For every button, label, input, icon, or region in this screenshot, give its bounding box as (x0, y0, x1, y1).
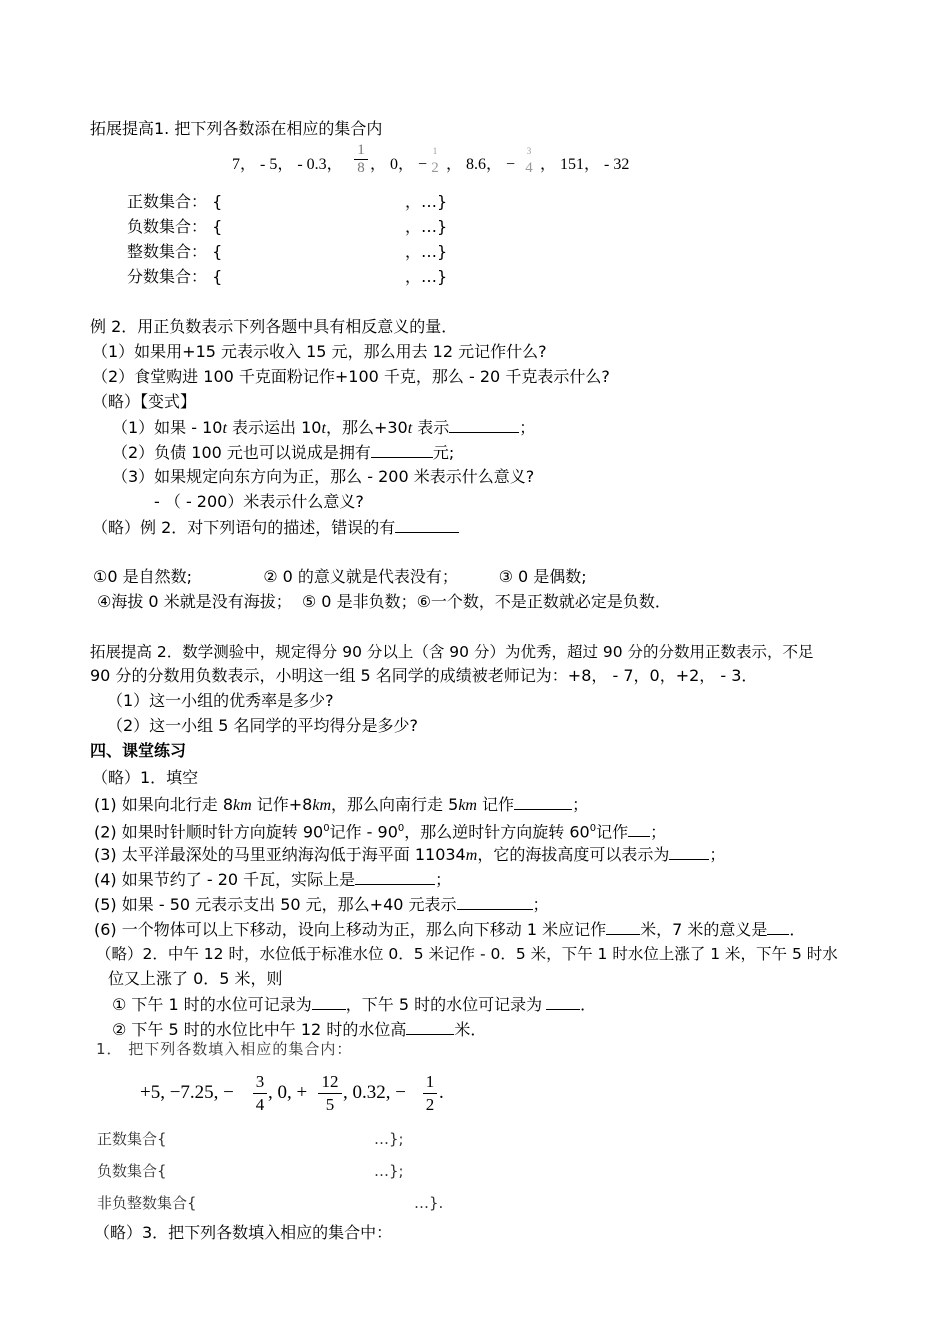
frac-den: 2 (425, 1095, 435, 1114)
ex2-q2: （2）食堂购进 100 千克面粉记作+100 千克，那么 - 20 千克表示什么? (92, 367, 610, 386)
img-q-title: 1． 把下列各数填入相应的集合内： (96, 1040, 353, 1058)
variant-q2 (112, 441, 454, 464)
text: (5) 如果 - 50 元表示支出 50 元，那么+40 元表示 (94, 895, 457, 914)
text: （1）如果 - 10 (112, 418, 223, 437)
set-negative-end: ，…} (405, 217, 448, 236)
text: 记作+8 (251, 795, 313, 814)
frac-num: 1 (357, 142, 365, 158)
fill-q5 (94, 893, 549, 916)
answer-blank[interactable] (371, 441, 433, 458)
last-question: （略）3．把下列各数填入相应的集合中： (94, 1223, 393, 1242)
water-q1 (112, 993, 596, 1016)
set-positive (127, 191, 222, 213)
text: ① 下午 1 时的水位可记录为 (112, 995, 312, 1014)
fraction-3-4-b (253, 1072, 267, 1115)
text: ； (650, 822, 667, 842)
frac-num: 3 (255, 1072, 265, 1091)
lue-ex2 (92, 516, 459, 539)
fraction-1-2 (428, 142, 442, 177)
text: （略）例 2．对下列语句的描述，错误的有 (92, 518, 396, 537)
text: ，它的海拔高度可以表示为 (477, 845, 670, 864)
answer-blank[interactable] (606, 918, 640, 935)
text: ； (572, 795, 589, 814)
text: ，下午 5 时的水位可记录为 (345, 995, 543, 1014)
degree-sup: 0 (589, 823, 597, 834)
fill-q3 (94, 843, 725, 867)
fraction-1-2-b (423, 1072, 437, 1115)
img-q-eq-d: . (439, 1082, 444, 1103)
set-negative: 负数集合： { (127, 217, 223, 236)
water-line2: 位又上涨了 0．5 米，则 (108, 969, 283, 988)
unit-km: km (312, 797, 332, 814)
img-set-negative: 负数集合{ (97, 1162, 167, 1180)
text: 记作 (476, 795, 515, 814)
text: 表示 (412, 418, 450, 437)
unit-t: t (407, 420, 413, 437)
variant-q1 (112, 416, 535, 440)
unit-km: km (233, 797, 252, 814)
fill-q6 (94, 918, 805, 941)
variant-q3b: - （ - 200）米表示什么意义? (154, 492, 364, 511)
numbers-part-a: 7， - 5， - 0.3， (232, 156, 343, 173)
text: （2）负债 100 元也可以说成是拥有 (112, 443, 371, 462)
numbers-part-c: ， 8.6， − (446, 156, 516, 173)
text: 记作 - 90 (329, 822, 398, 842)
frac-bar (318, 1093, 342, 1094)
text: ； (435, 870, 452, 889)
degree-sup: 0 (397, 823, 405, 834)
set-fraction: 分数集合： { (127, 267, 223, 286)
frac-num: 3 (526, 146, 532, 156)
text: (3) 太平洋最深处的马里亚纳海沟低于海平面 11034 (94, 845, 466, 864)
unit-t: t (321, 420, 326, 437)
frac-den: 5 (325, 1095, 335, 1114)
numbers-part-b: ， 0， − (370, 156, 428, 173)
img-set-negative-end: …}; (374, 1162, 404, 1180)
text: (4) 如果节约了 - 20 千瓦，实际上是 (94, 870, 356, 889)
numbers-part-d: ， 151， - 32 (540, 156, 630, 173)
ex2-title: 例 2．用正负数表示下列各题中具有相反意义的量． (90, 317, 458, 336)
text: ； (519, 418, 536, 437)
text: (2) 如果时针顺时针方向旋转 90 (94, 822, 324, 842)
ext2-line2: 90 分的分数用负数表示，小明这一组 5 名同学的成绩被老师记为：+8， - 7，0，+2， - 3． (90, 666, 758, 685)
unit-km: km (458, 797, 477, 814)
ex2-q1: （1）如果用+15 元表示收入 15 元，那么用去 12 元记作什么? (92, 342, 547, 361)
answer-blank[interactable] (449, 416, 519, 433)
ex2-variant: （略）【变式】 (92, 392, 197, 411)
fill-q4 (94, 868, 451, 891)
frac-num: 12 (321, 1072, 339, 1091)
fraction-1-8 (354, 142, 368, 177)
img-q-eq-c: , 0.32, − (343, 1082, 406, 1103)
img-q-eq-b: , 0, + (268, 1082, 308, 1103)
fill-q2 (94, 818, 666, 843)
fill-q1 (94, 793, 588, 817)
set-label: 正数集合： { (127, 192, 223, 211)
text: 表示运出 10 (226, 418, 322, 437)
img-set-nonneg-int-end: …}. (414, 1194, 444, 1212)
text: 元; (432, 443, 455, 462)
answer-blank[interactable] (395, 516, 459, 533)
frac-bar (423, 1093, 437, 1094)
statements-line1: ①0 是自然数; ② 0 的意义就是代表没有； ③ 0 是偶数; (93, 567, 587, 586)
set-integer-end: ，…} (405, 242, 448, 261)
statements-line2: ④海拔 0 米就是没有海拔； ⑤ 0 是非负数；⑥一个数，不是正数就必定是负数． (97, 592, 671, 611)
ext2-line1: 拓展提高 2．数学测验中，规定得分 90 分以上（含 90 分）为优秀，超过 90 分的分数用正数表示，不足 (90, 643, 814, 661)
frac-den: 4 (255, 1095, 265, 1114)
section4-heading: 四、课堂练习 (90, 741, 187, 760)
text: 米． (454, 1020, 487, 1039)
answer-blank[interactable] (669, 843, 709, 860)
answer-blank[interactable] (457, 893, 533, 910)
frac-num: 1 (432, 146, 438, 156)
text: ． (580, 995, 597, 1014)
text: ． (789, 920, 806, 939)
ext1-title: 拓展提高1. 把下列各数添在相应的集合内 (90, 119, 383, 138)
img-set-positive-end: …}; (374, 1130, 404, 1148)
ext1-numbers (232, 154, 343, 176)
answer-blank[interactable] (355, 868, 435, 885)
unit-m: m (465, 847, 478, 864)
text: 米，7 米的意义是 (640, 920, 768, 939)
frac-num: 1 (425, 1072, 435, 1091)
set-integer: 整数集合： { (127, 242, 223, 261)
frac-den: 8 (357, 160, 365, 176)
text: ； (532, 895, 549, 914)
variant-q3: （3）如果规定向东方向为正，那么 - 200 米表示什么意义? (112, 467, 535, 486)
frac-den: 2 (431, 160, 439, 176)
text: ，那么+30 (325, 418, 408, 437)
fraction-12-5 (318, 1072, 342, 1115)
answer-blank[interactable] (767, 918, 789, 935)
text: ，那么逆时针方向旋转 60 (404, 822, 590, 842)
answer-blank[interactable] (514, 793, 572, 810)
answer-blank[interactable] (312, 993, 346, 1010)
fraction-3-4 (522, 142, 536, 177)
text: 记作 (596, 822, 629, 842)
answer-blank[interactable] (628, 820, 650, 837)
text: ； (709, 845, 726, 864)
set-fraction-end: ，…} (405, 267, 448, 286)
set-positive-end: ，…} (405, 192, 448, 211)
img-q-eq-a: +5, −7.25, − (140, 1082, 234, 1103)
answer-blank[interactable] (546, 993, 580, 1010)
water-line1: （略）2．中午 12 时，水位低于标准水位 0．5 米记作 - 0．5 米，下午 1 时水位上涨了 1 米，下午 5 时水 (96, 945, 838, 963)
unit-t: t (222, 420, 227, 437)
text: (6) 一个物体可以上下移动，设向上移动为正，那么向下移动 1 米应记作 (94, 920, 607, 939)
frac-den: 4 (525, 160, 533, 176)
img-set-nonneg-int: 非负整数集合{ (97, 1194, 197, 1212)
degree-sup: 0 (323, 823, 330, 834)
ext2-q2: （2）这一小组 5 名同学的平均得分是多少? (107, 716, 419, 735)
img-set-positive: 正数集合{ (97, 1130, 167, 1148)
text: ② 下午 5 时的水位比中午 12 时的水位高 (112, 1020, 407, 1039)
fill-title: （略）1．填空 (92, 768, 199, 787)
answer-blank[interactable] (406, 1018, 454, 1035)
frac-bar (253, 1093, 267, 1094)
ext2-q1: （1）这一小组的优秀率是多少? (107, 691, 334, 710)
text: (1) 如果向北行走 8 (94, 795, 234, 814)
text: ，那么向南行走 5 (331, 795, 459, 814)
